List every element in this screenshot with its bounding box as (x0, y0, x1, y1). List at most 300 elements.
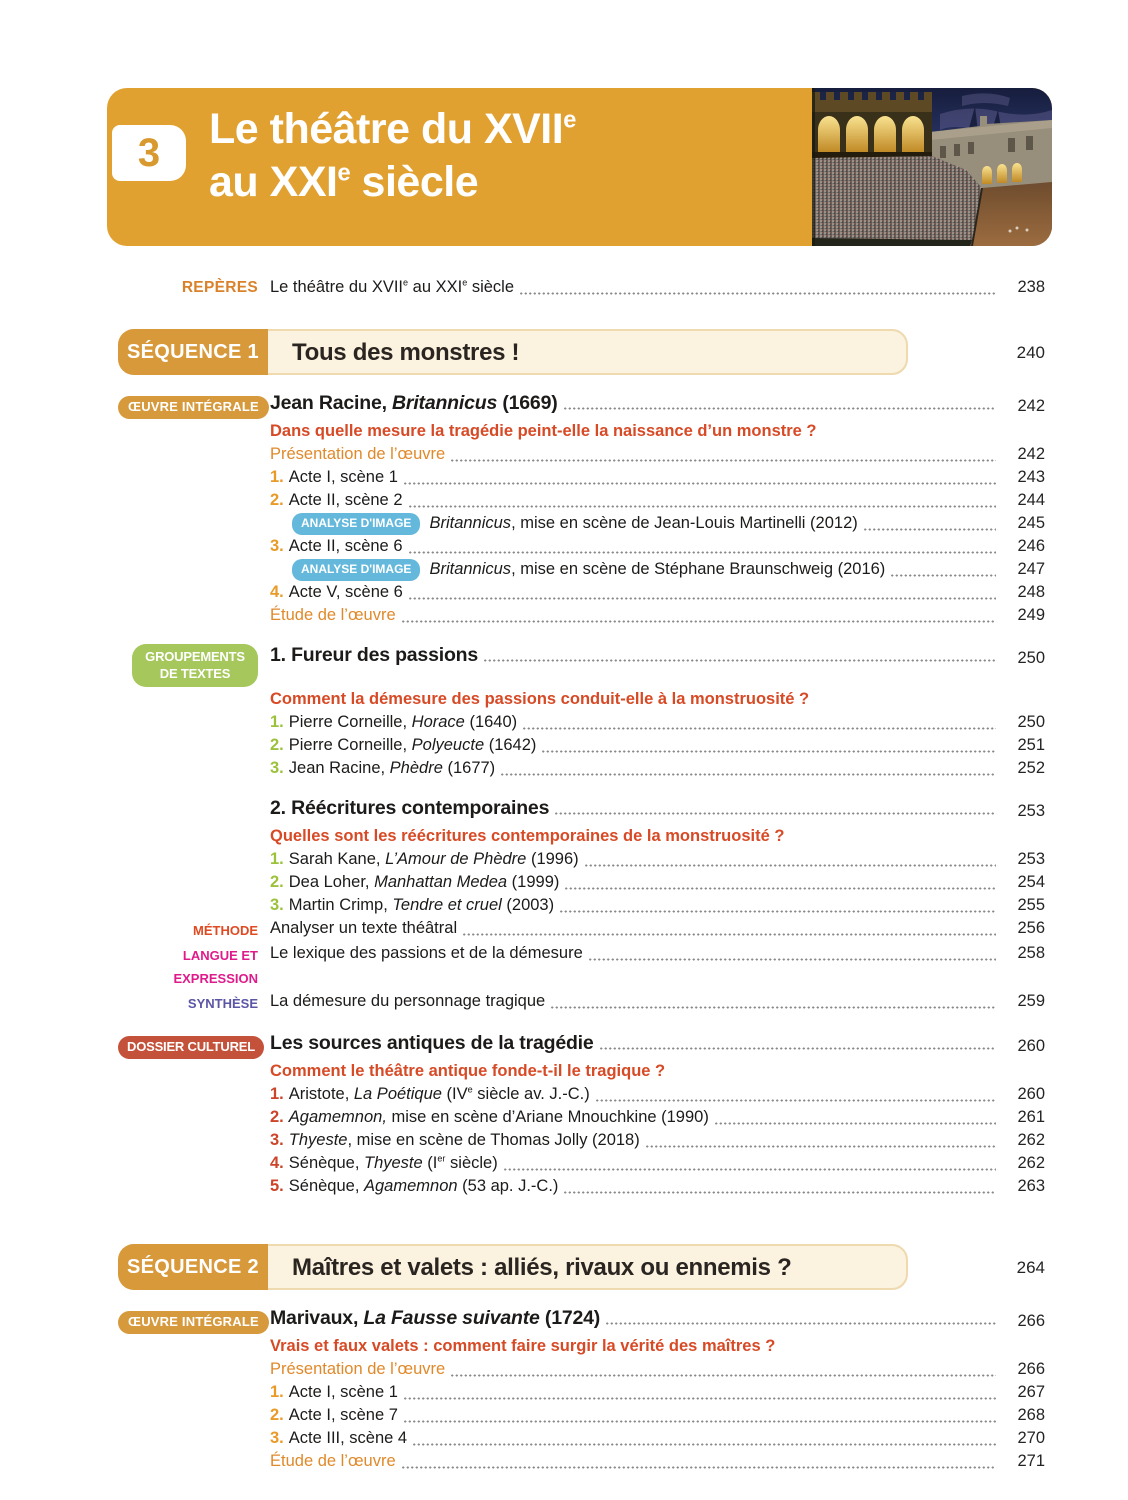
dotted-leader (545, 990, 999, 1013)
entry-number: 2. (270, 1406, 284, 1425)
entry (270, 1427, 999, 1450)
page-number: 270 (1017, 1429, 1045, 1448)
entry (270, 848, 999, 871)
toc-row (118, 1305, 1045, 1334)
toc-row (118, 1129, 1045, 1152)
entry-text (289, 757, 495, 780)
entry (292, 512, 999, 535)
toc-row (118, 512, 1045, 535)
text-segment: Martin Crimp, (288, 895, 393, 914)
dotted-leader (445, 1358, 999, 1381)
text-segment: Vrais et faux valets : comment faire surgir la vérité des maîtres ? (270, 1337, 776, 1356)
text-segment: Jean Racine, (270, 392, 393, 414)
sequence-badge: SÉQUENCE 1 (118, 329, 268, 375)
text-segment: (1724) (539, 1307, 601, 1330)
entry-number: 1. (270, 468, 284, 487)
text-segment: e (563, 107, 576, 134)
page-number: 251 (1017, 735, 1045, 754)
entry-text (270, 1334, 775, 1358)
page-number: 259 (1017, 991, 1045, 1010)
text-segment: Thyeste (288, 1131, 348, 1150)
text-segment: (1996) (526, 849, 579, 868)
sequence-row (118, 1244, 1045, 1290)
entry-text (289, 1175, 559, 1198)
category-badge: GROUPEMENTS DE TEXTES (132, 644, 258, 687)
dotted-leader (457, 917, 999, 940)
dotted-leader (498, 1152, 999, 1175)
dotted-leader (514, 276, 999, 299)
page-number: 263 (1017, 1177, 1045, 1196)
entry (270, 1450, 999, 1473)
text-segment: e (337, 160, 351, 187)
chapter-title-line2 (209, 156, 576, 209)
entry (270, 1083, 999, 1106)
text-segment: , mise en scène de Stéphane Braunschweig (2016) (511, 560, 886, 579)
dotted-leader (640, 1129, 999, 1152)
text-segment: Le théâtre du (270, 278, 372, 296)
entry-number: 1. (270, 1085, 284, 1104)
entry (270, 390, 999, 416)
text-segment: Acte II, scène 2 (288, 491, 403, 510)
entry (270, 734, 999, 757)
text-segment: Analyser un texte théâtral (270, 918, 458, 937)
dotted-leader (885, 558, 999, 581)
entry-text (289, 1404, 398, 1427)
chapter-header (107, 88, 1052, 246)
text-segment: (I (422, 1154, 438, 1173)
toc-row (118, 443, 1045, 466)
dotted-leader (495, 757, 999, 780)
entry (292, 558, 999, 581)
text-segment: (53 ap. J.-C.) (457, 1177, 559, 1196)
entry-number: 3. (270, 895, 284, 914)
entry-number: 2. (270, 735, 284, 754)
text-segment: e (462, 277, 468, 288)
entry-number: 3. (270, 537, 284, 556)
text-segment: Quelles sont les réécritures contemporaines de la monstruosité ? (270, 826, 785, 845)
question-row (118, 1059, 1045, 1083)
text-segment: , mise en scène de Thomas Jolly (2018) (347, 1131, 640, 1150)
text-segment: Phèdre (389, 758, 443, 777)
text-segment: Le théâtre du (209, 105, 484, 153)
page-number: 248 (1017, 583, 1045, 602)
page-number: 254 (1017, 872, 1045, 891)
entry-number: 1. (270, 712, 284, 731)
question-row (118, 419, 1045, 443)
text-segment: Britannicus (429, 514, 512, 533)
dotted-leader (403, 489, 1000, 512)
entry (270, 443, 999, 466)
text-segment: Acte I, scène 1 (288, 1383, 398, 1402)
text-segment: XVII (371, 278, 404, 296)
toc-row (118, 604, 1045, 627)
dotted-leader (398, 466, 999, 489)
text-segment: (1642) (484, 735, 537, 754)
dotted-leader (403, 535, 1000, 558)
page-number: 253 (1017, 801, 1045, 820)
toc-row (118, 581, 1045, 604)
entry (270, 894, 999, 917)
toc-row (118, 642, 1045, 687)
page-number: 238 (1017, 278, 1045, 296)
toc-row (118, 390, 1045, 419)
entry-text (270, 642, 478, 668)
entry-number: 3. (270, 758, 284, 777)
page-number: 242 (1017, 397, 1045, 415)
toc-row (118, 757, 1045, 780)
entry-text (270, 1305, 600, 1331)
page-number: 242 (1017, 445, 1045, 464)
text-segment: 1. Fureur des passions (270, 644, 479, 667)
left-label-col (118, 942, 258, 990)
entry (270, 1030, 999, 1056)
toc-row (118, 1175, 1045, 1198)
text-segment: Dans quelle mesure la tragédie peint-elle la naissance d’un monstre ? (270, 422, 817, 441)
text-segment: XVII (483, 105, 564, 153)
toc-row (118, 1381, 1045, 1404)
question-row (118, 687, 1045, 711)
entry (270, 1175, 999, 1198)
toc-row (118, 942, 1045, 990)
page-number: 243 (1017, 468, 1045, 487)
entry-text (270, 443, 445, 466)
text-segment: Tendre et cruel (392, 895, 502, 914)
toc-row (118, 558, 1045, 581)
left-label-col (118, 276, 258, 299)
page-number: 247 (1017, 560, 1045, 579)
text-segment: Polyeucte (411, 735, 485, 754)
text-segment: (1669) (497, 392, 558, 414)
text-segment: Étude de l’œuvre (270, 1452, 396, 1471)
entry-text (270, 990, 545, 1013)
page-number: 258 (1017, 943, 1045, 962)
text-segment: Britannicus (429, 560, 512, 579)
entry-text (289, 1152, 498, 1175)
question-text (270, 1334, 999, 1358)
toc-row (118, 1358, 1045, 1381)
text-segment: XXI (435, 278, 463, 296)
text-segment: La démesure du personnage tragique (270, 991, 546, 1010)
text-segment: Dea Loher, (288, 872, 375, 891)
dotted-leader (558, 1175, 999, 1198)
dotted-leader (549, 795, 999, 821)
entry-text (289, 489, 403, 512)
page-number: 253 (1017, 849, 1045, 868)
text-segment: siècle (467, 278, 515, 296)
entry (270, 757, 999, 780)
entry-text (289, 848, 579, 871)
dotted-leader (590, 1083, 999, 1106)
sequence-title: Maîtres et valets : alliés, rivaux ou ennemis ? (292, 1253, 792, 1281)
toc-row (118, 1083, 1045, 1106)
toc-row (118, 848, 1045, 871)
category-label: SYNTHÈSE (187, 995, 258, 1011)
question-text (270, 824, 999, 848)
dotted-leader (445, 443, 999, 466)
toc-row (118, 1030, 1045, 1059)
entry-text (289, 581, 403, 604)
text-segment: Présentation de l’œuvre (270, 445, 446, 464)
entry-text (289, 466, 398, 489)
entry-text (270, 1030, 594, 1056)
page-number: 244 (1017, 491, 1045, 510)
entry-text (270, 604, 396, 627)
toc-row (118, 795, 1045, 824)
page-number: 255 (1017, 895, 1045, 914)
entry-number: 3. (270, 1429, 284, 1448)
entry-text (289, 1427, 407, 1450)
left-label-col (118, 642, 258, 687)
entry-text (289, 1106, 709, 1129)
entry-text (289, 734, 537, 757)
text-segment: mise en scène d’Ariane Mnouchkine (1990) (386, 1108, 709, 1127)
text-segment: Les sources antiques de la tragédie (270, 1031, 594, 1054)
text-segment: Manhattan Medea (374, 872, 508, 891)
left-label-col (118, 795, 258, 797)
sequence-badge: SÉQUENCE 2 (118, 1244, 268, 1290)
text-segment: e (403, 277, 409, 288)
analyse-image-badge: ANALYSE D'IMAGE (292, 559, 420, 581)
page-number: 252 (1017, 758, 1045, 777)
entry-number: 2. (270, 1108, 284, 1127)
left-label-col (118, 390, 258, 419)
entry-text (270, 824, 784, 848)
entry (270, 581, 999, 604)
entry (270, 871, 999, 894)
toc-row (118, 1404, 1045, 1427)
text-segment: Acte II, scène 6 (288, 537, 403, 556)
category-badge: ŒUVRE INTÉGRALE (118, 396, 269, 419)
dotted-leader (558, 390, 999, 416)
text-segment: La Fausse suivante (363, 1307, 540, 1330)
question-text (270, 687, 999, 711)
dotted-leader (709, 1106, 999, 1129)
chapter-photo (812, 88, 1052, 246)
text-segment: Agamemnon, (288, 1108, 387, 1127)
left-label-col (118, 1030, 258, 1059)
question-text (270, 1059, 999, 1083)
page-number: 267 (1017, 1383, 1045, 1402)
page-number: 246 (1017, 537, 1045, 556)
text-segment: au (209, 158, 270, 207)
page-number: 256 (1017, 918, 1045, 937)
entry-text (270, 1450, 396, 1473)
text-segment: Sarah Kane, (288, 849, 386, 868)
text-segment: Sénèque, (288, 1177, 364, 1196)
dotted-leader (398, 1381, 999, 1404)
chapter-number: 3 (137, 130, 161, 175)
page-number: 260 (1017, 1085, 1045, 1104)
toc-row (118, 1450, 1045, 1473)
text-segment: Comment le théâtre antique fonde-t-il le tragique ? (270, 1062, 666, 1081)
text-segment: , mise en scène de Jean-Louis Martinelli (2012) (511, 514, 858, 533)
dotted-leader (858, 512, 999, 535)
dotted-leader (559, 871, 999, 894)
toc-row (118, 1152, 1045, 1175)
entry-number: 4. (270, 1154, 284, 1173)
entry (270, 711, 999, 734)
chapter-number-tab (112, 125, 186, 181)
text-segment: Pierre Corneille, (288, 712, 412, 731)
text-segment: Marivaux, (270, 1307, 364, 1330)
entry-text (270, 1059, 665, 1083)
category-badge: ŒUVRE INTÉGRALE (118, 1311, 269, 1334)
text-segment: au (408, 278, 436, 296)
toc-row (118, 917, 1045, 942)
entry-text (270, 942, 583, 965)
page-number: 262 (1017, 1131, 1045, 1150)
entry-text (270, 1358, 445, 1381)
entry-text (429, 512, 857, 535)
entry (270, 942, 999, 965)
sequence-title: Tous des monstres ! (292, 338, 520, 366)
dotted-leader (396, 604, 999, 627)
text-segment: Aristote, (288, 1085, 354, 1104)
toc-row (118, 894, 1045, 917)
theatre-night-photo (812, 88, 1052, 246)
toc-rows (118, 276, 1045, 1473)
entry-text (429, 558, 885, 581)
toc-row (118, 466, 1045, 489)
text-segment: Britannicus (392, 392, 498, 414)
sequence-pill (118, 1244, 908, 1290)
question-row (118, 1334, 1045, 1358)
dotted-leader (407, 1427, 999, 1450)
entry (270, 990, 999, 1013)
entry (270, 1129, 999, 1152)
entry-text (270, 795, 549, 821)
dotted-leader (600, 1305, 999, 1331)
entry-text (270, 419, 817, 443)
entry-text (289, 1381, 398, 1404)
left-label-col (118, 990, 258, 1015)
analyse-image-badge: ANALYSE D'IMAGE (292, 513, 420, 535)
text-segment: (1999) (507, 872, 560, 891)
entry-number: 5. (270, 1177, 284, 1196)
text-segment: siècle av. J.-C.) (472, 1085, 590, 1104)
text-segment: Présentation de l’œuvre (270, 1360, 446, 1379)
text-segment: L’Amour de Phèdre (385, 849, 527, 868)
text-segment: XXI (269, 158, 338, 207)
page-number: 250 (1017, 712, 1045, 731)
dotted-leader (583, 942, 999, 965)
toc-row (118, 1427, 1045, 1450)
page-number: 268 (1017, 1406, 1045, 1425)
entry-text (289, 894, 554, 917)
toc (118, 276, 1045, 1473)
dotted-leader (396, 1450, 999, 1473)
page-number: 250 (1017, 649, 1045, 668)
entry-number: 2. (270, 872, 284, 891)
category-label: LANGUE ET EXPRESSION (173, 947, 258, 986)
entry (270, 1106, 999, 1129)
entry-number: 1. (270, 1383, 284, 1402)
dotted-leader (536, 734, 999, 757)
entry-text (289, 1129, 640, 1152)
dotted-leader (517, 711, 999, 734)
toc-row (118, 734, 1045, 757)
entry (270, 795, 999, 821)
text-segment: Horace (411, 712, 465, 731)
text-segment: Le lexique des passions et de la démesure (270, 943, 583, 962)
entry-text (289, 871, 560, 894)
entry (270, 276, 999, 299)
dotted-leader (478, 642, 999, 668)
entry-number: 4. (270, 583, 284, 602)
text-segment: (2003) (501, 895, 555, 914)
category-label: REPÈRES (181, 279, 258, 296)
dotted-leader (594, 1030, 999, 1056)
entry (270, 1404, 999, 1427)
text-segment: e (467, 1084, 473, 1095)
category-label: MÉTHODE (193, 922, 258, 938)
entry (270, 642, 999, 668)
toc-row (118, 711, 1045, 734)
text-segment: Agamemnon (364, 1177, 458, 1196)
text-segment: Comment la démesure des passions conduit-elle à la monstruosité ? (270, 689, 810, 708)
toc-row (118, 990, 1045, 1015)
entry (270, 489, 999, 512)
entry (270, 1381, 999, 1404)
toc-row (118, 1106, 1045, 1129)
entry-text (270, 276, 514, 299)
page-number: 245 (1017, 514, 1045, 533)
text-segment: ( (441, 1085, 453, 1104)
text-segment: (1640) (464, 712, 518, 731)
entry-text (270, 390, 558, 416)
toc-row (118, 535, 1045, 558)
text-segment: Jean Racine, (288, 758, 390, 777)
toc-row (118, 871, 1045, 894)
entry (270, 1305, 999, 1331)
category-badge: DOSSIER CULTUREL (118, 1036, 264, 1059)
page-number: 266 (1017, 1360, 1045, 1379)
entry (270, 1358, 999, 1381)
dotted-leader (398, 1404, 999, 1427)
text-segment: Acte III, scène 4 (288, 1429, 408, 1448)
sequence-row (118, 329, 1045, 375)
text-segment: Étude de l’œuvre (270, 606, 396, 625)
page-number: 249 (1017, 606, 1045, 625)
text-segment: Pierre Corneille, (288, 735, 412, 754)
entry-number: 2. (270, 491, 284, 510)
entry-number: 1. (270, 849, 284, 868)
entry-text (289, 1083, 590, 1106)
text-segment: 2. Réécritures contemporaines (270, 796, 550, 819)
dotted-leader (554, 894, 999, 917)
left-label-col (118, 1305, 258, 1334)
entry (270, 604, 999, 627)
page-number: 262 (1017, 1154, 1045, 1173)
page-number: 260 (1017, 1036, 1045, 1055)
text-segment: Acte I, scène 1 (288, 468, 398, 487)
page-number: 271 (1017, 1452, 1045, 1471)
question-text (270, 419, 999, 443)
entry-text (289, 535, 403, 558)
text-segment: Acte V, scène 6 (288, 583, 403, 602)
page-number: 266 (1017, 1312, 1045, 1331)
left-label-col (118, 917, 258, 942)
page-number: 264 (1016, 1257, 1045, 1277)
page-number: 240 (1016, 342, 1045, 362)
toc-row (118, 276, 1045, 299)
text-segment: La Poétique (353, 1085, 442, 1104)
entry (270, 466, 999, 489)
entry-text (270, 687, 809, 711)
dotted-leader (579, 848, 999, 871)
text-segment: Thyeste (364, 1154, 423, 1173)
sequence-pill (118, 329, 908, 375)
